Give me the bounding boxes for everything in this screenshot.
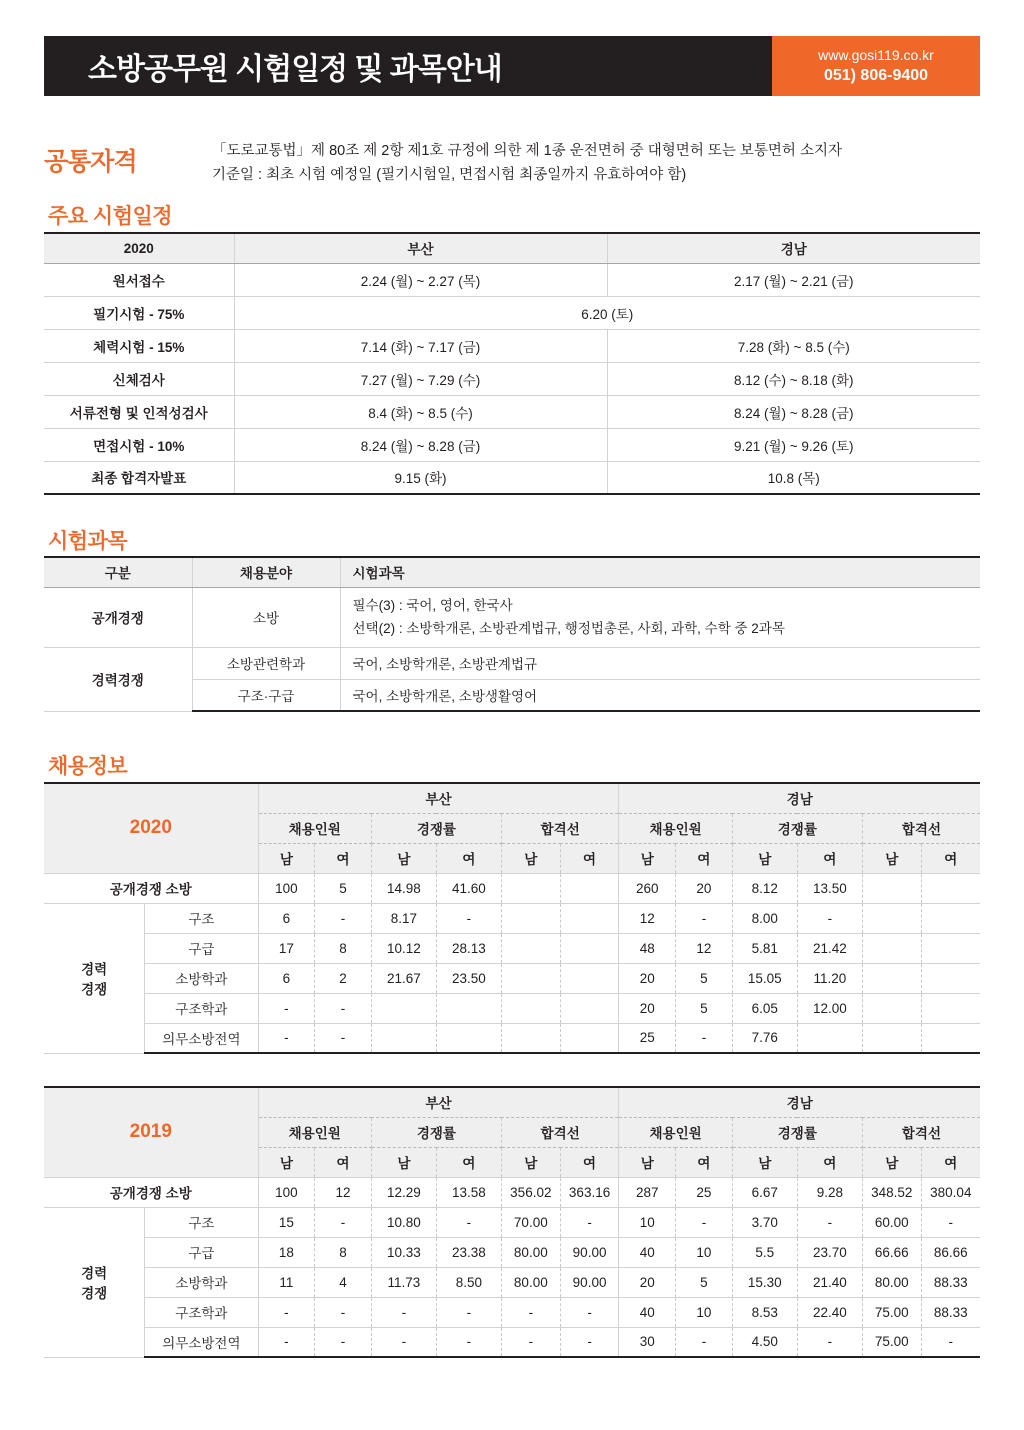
cell-cut-f: 86.66 [921, 1237, 980, 1267]
table-row [44, 395, 980, 428]
table-row-career [44, 1267, 980, 1297]
table-row-open [44, 873, 980, 903]
cell-count-m: 10 [619, 1207, 676, 1237]
cell-rate-f [436, 993, 501, 1023]
cell-rate-m: 10.80 [371, 1207, 436, 1237]
cell-rate-m: - [371, 1297, 436, 1327]
schedule-row-label: 필기시험 - 75% [44, 296, 234, 329]
schedule-cell-gyeongnam: 8.12 (수) ~ 8.18 (화) [607, 362, 980, 395]
recruit-gender-f: 여 [436, 1147, 501, 1177]
cell-cut-m: 75.00 [862, 1297, 921, 1327]
recruit-metric-cut-busan: 합격선 [501, 813, 619, 843]
schedule-cell-gyeongnam: 2.17 (월) ~ 2.21 (금) [607, 263, 980, 296]
cell-count-f: 8 [315, 1237, 372, 1267]
recruit-metric-rate-busan: 경쟁률 [371, 813, 501, 843]
recruit-row-label: 의무소방전역 [145, 1327, 258, 1357]
cell-rate-f: - [436, 903, 501, 933]
phone-number: 051) 806-9400 [823, 66, 929, 84]
section-title-schedule: 주요 시험일정 [48, 205, 173, 228]
section-title-subject: 시험과목 [48, 530, 128, 553]
cell-cut-m [862, 903, 921, 933]
section-title-recruit: 채용정보 [48, 755, 128, 778]
cell-rate-m: 4.50 [732, 1327, 797, 1357]
cell-count-m: 48 [619, 933, 676, 963]
schedule-cell-gyeongnam: 7.28 (화) ~ 8.5 (수) [607, 329, 980, 362]
table-row [44, 296, 980, 329]
cell-rate-m: 8.12 [732, 873, 797, 903]
cell-cut-f [560, 963, 619, 993]
recruit-row-label-open: 공개경쟁 소방 [44, 1177, 258, 1207]
cell-count-f: 5 [315, 873, 372, 903]
cell-count-f: - [315, 1023, 372, 1053]
schedule-cell-busan: 7.14 (화) ~ 7.17 (금) [234, 329, 607, 362]
page-header [44, 36, 980, 96]
cell-count-f: 10 [676, 1297, 733, 1327]
cell-count-m: - [258, 1297, 315, 1327]
recruit-region-gyeongnam: 경남 [619, 783, 980, 813]
cell-rate-m: 21.67 [371, 963, 436, 993]
recruit-table-2020 [44, 782, 980, 1054]
cell-cut-m: - [501, 1297, 560, 1327]
recruit-gender-f: 여 [315, 1147, 372, 1177]
cell-count-m: - [258, 1023, 315, 1053]
cell-rate-m: 15.30 [732, 1267, 797, 1297]
subject-line-elective: 선택(2) : 소방학개론, 소방관계법규, 행정법총론, 사회, 과학, 수학 중 2과목 [352, 621, 785, 637]
table-row-career [44, 933, 980, 963]
cell-count-m: 260 [619, 873, 676, 903]
cell-cut-m: 75.00 [862, 1327, 921, 1357]
cell-count-f: 4 [315, 1267, 372, 1297]
recruit-gender-m: 남 [501, 1147, 560, 1177]
cell-count-f: - [315, 903, 372, 933]
cell-cut-m [501, 873, 560, 903]
common-qualification-text [212, 140, 842, 188]
recruit-row-label: 소방학과 [145, 963, 258, 993]
header-contact-block [772, 36, 980, 96]
cell-count-f: - [315, 1207, 372, 1237]
recruit-row-label: 구급 [145, 933, 258, 963]
cell-rate-f: - [797, 903, 862, 933]
cell-count-m: 11 [258, 1267, 315, 1297]
cell-count-m: 6 [258, 903, 315, 933]
cell-cut-m: 356.02 [501, 1177, 560, 1207]
subject-field-related-major: 소방관련학과 [192, 647, 340, 679]
recruit-gender-f: 여 [436, 843, 501, 873]
cell-cut-m [862, 993, 921, 1023]
cell-cut-f [560, 1023, 619, 1053]
recruit-metric-count-gyeongnam: 채용인원 [619, 813, 732, 843]
subject-list-rescue-ems: 국어, 소방학개론, 소방생활영어 [340, 679, 980, 711]
cell-rate-f: - [797, 1327, 862, 1357]
cell-rate-m: 8.17 [371, 903, 436, 933]
schedule-cell-busan: 7.27 (월) ~ 7.29 (수) [234, 362, 607, 395]
cell-cut-f [921, 873, 980, 903]
cell-count-m: 18 [258, 1237, 315, 1267]
table-row [44, 329, 980, 362]
cell-cut-f [560, 933, 619, 963]
subject-list-open [340, 587, 980, 647]
cell-cut-f: 88.33 [921, 1297, 980, 1327]
cell-count-f: - [676, 1207, 733, 1237]
cell-count-m: 20 [619, 963, 676, 993]
cell-count-m: 40 [619, 1297, 676, 1327]
cell-count-m: - [258, 993, 315, 1023]
cell-count-f: 12 [315, 1177, 372, 1207]
cell-rate-m: 11.73 [371, 1267, 436, 1297]
schedule-table [44, 232, 980, 495]
subject-header-division: 구분 [44, 557, 192, 587]
schedule-row-label: 서류전형 및 인적성검사 [44, 395, 234, 428]
cell-cut-m [501, 933, 560, 963]
cell-cut-m: 80.00 [862, 1267, 921, 1297]
schedule-cell-gyeongnam: 10.8 (목) [607, 461, 980, 494]
recruit-row-label: 구급 [145, 1237, 258, 1267]
cell-cut-f: - [921, 1207, 980, 1237]
schedule-row-label: 신체검사 [44, 362, 234, 395]
cell-cut-f [921, 933, 980, 963]
cell-cut-m: 348.52 [862, 1177, 921, 1207]
cell-rate-f: 23.50 [436, 963, 501, 993]
subject-line-required: 필수(3) : 국어, 영어, 한국사 [352, 597, 513, 613]
cell-count-m: 12 [619, 903, 676, 933]
recruit-row-label: 구조학과 [145, 993, 258, 1023]
recruit-gender-f: 여 [797, 1147, 862, 1177]
cell-count-f: - [676, 1023, 733, 1053]
cell-rate-f: - [436, 1207, 501, 1237]
cell-cut-m: 70.00 [501, 1207, 560, 1237]
cell-rate-m: 7.76 [732, 1023, 797, 1053]
subject-division-open: 공개경쟁 [44, 587, 192, 647]
cell-rate-f: 23.38 [436, 1237, 501, 1267]
cell-rate-m: 10.12 [371, 933, 436, 963]
recruit-metric-count-gyeongnam: 채용인원 [619, 1117, 732, 1147]
recruit-metric-cut-gyeongnam: 합격선 [862, 813, 980, 843]
subject-list-related-major: 국어, 소방학개론, 소방관계법규 [340, 647, 980, 679]
subject-header-subjects: 시험과목 [340, 557, 980, 587]
cell-rate-m: - [371, 1327, 436, 1357]
cell-count-m: - [258, 1327, 315, 1357]
cell-rate-m: 14.98 [371, 873, 436, 903]
schedule-cell-busan: 8.24 (월) ~ 8.28 (금) [234, 428, 607, 461]
table-row-career [44, 1327, 980, 1357]
cell-cut-f [921, 1023, 980, 1053]
cell-cut-m: - [501, 1327, 560, 1357]
table-header-row-region [44, 783, 980, 813]
recruit-row-label: 의무소방전역 [145, 1023, 258, 1053]
cell-count-m: 30 [619, 1327, 676, 1357]
cell-rate-f: 21.42 [797, 933, 862, 963]
cell-cut-f [921, 993, 980, 1023]
cell-rate-f: 13.58 [436, 1177, 501, 1207]
cell-rate-f: 8.50 [436, 1267, 501, 1297]
table-row [44, 362, 980, 395]
recruit-gender-f: 여 [797, 843, 862, 873]
subject-field-open: 소방 [192, 587, 340, 647]
cell-rate-f: 12.00 [797, 993, 862, 1023]
recruit-metric-cut-gyeongnam: 합격선 [862, 1117, 980, 1147]
recruit-gender-m: 남 [619, 1147, 676, 1177]
cell-count-f: 5 [676, 963, 733, 993]
recruit-row-label: 구조 [145, 903, 258, 933]
header-title-bar [44, 36, 772, 96]
cell-count-f: - [315, 1297, 372, 1327]
cell-count-f: 20 [676, 873, 733, 903]
cell-count-m: 15 [258, 1207, 315, 1237]
cell-rate-f: 28.13 [436, 933, 501, 963]
schedule-row-label: 체력시험 - 15% [44, 329, 234, 362]
cell-rate-m: 6.05 [732, 993, 797, 1023]
recruit-gender-f: 여 [921, 843, 980, 873]
cell-count-f: - [315, 993, 372, 1023]
cell-cut-m: 66.66 [862, 1237, 921, 1267]
table-row-career [44, 1297, 980, 1327]
cell-cut-f: - [560, 1297, 619, 1327]
schedule-cell-gyeongnam: 8.24 (월) ~ 8.28 (금) [607, 395, 980, 428]
cell-cut-m [862, 933, 921, 963]
recruit-gender-m: 남 [732, 1147, 797, 1177]
schedule-cell-gyeongnam: 9.21 (월) ~ 9.26 (토) [607, 428, 980, 461]
cell-rate-m: 10.33 [371, 1237, 436, 1267]
cell-count-m: 6 [258, 963, 315, 993]
table-row-career [44, 993, 980, 1023]
cell-count-m: 100 [258, 873, 315, 903]
cell-rate-f: - [436, 1297, 501, 1327]
recruit-gender-m: 남 [732, 843, 797, 873]
cell-rate-f [436, 1023, 501, 1053]
recruit-metric-count-busan: 채용인원 [258, 1117, 371, 1147]
cell-count-m: 20 [619, 993, 676, 1023]
table-row-career [44, 1207, 980, 1237]
schedule-cell-busan: 9.15 (화) [234, 461, 607, 494]
schedule-row-label: 원서접수 [44, 263, 234, 296]
table-row [44, 647, 980, 679]
cell-count-m: 287 [619, 1177, 676, 1207]
recruit-gender-f: 여 [676, 1147, 733, 1177]
common-qualification-label: 공통자격 [44, 148, 137, 176]
recruit-gender-m: 남 [619, 843, 676, 873]
cell-count-f: 25 [676, 1177, 733, 1207]
cell-count-m: 100 [258, 1177, 315, 1207]
cell-cut-f: - [921, 1327, 980, 1357]
table-row [44, 263, 980, 296]
cell-rate-f: 21.40 [797, 1267, 862, 1297]
subject-table [44, 556, 980, 712]
schedule-cell-busan: 8.4 (화) ~ 8.5 (수) [234, 395, 607, 428]
recruit-gender-f: 여 [315, 843, 372, 873]
cell-rate-m [371, 993, 436, 1023]
cell-cut-m [862, 963, 921, 993]
cell-cut-f: 363.16 [560, 1177, 619, 1207]
recruit-metric-rate-gyeongnam: 경쟁률 [732, 813, 862, 843]
cell-cut-m [501, 903, 560, 933]
cell-rate-f: 13.50 [797, 873, 862, 903]
table-row [44, 461, 980, 494]
cell-rate-m [371, 1023, 436, 1053]
table-header-row [44, 233, 980, 263]
schedule-row-label: 최종 합격자발표 [44, 461, 234, 494]
cell-rate-f: - [797, 1207, 862, 1237]
cell-rate-f: - [436, 1327, 501, 1357]
cell-rate-f: 22.40 [797, 1297, 862, 1327]
schedule-cell-busan: 2.24 (월) ~ 2.27 (목) [234, 263, 607, 296]
table-header-row [44, 557, 980, 587]
recruit-gender-f: 여 [921, 1147, 980, 1177]
cell-count-f: 2 [315, 963, 372, 993]
cell-rate-m: 12.29 [371, 1177, 436, 1207]
subject-division-career: 경력경쟁 [44, 647, 192, 711]
recruit-table-2019 [44, 1086, 980, 1358]
common-qualification-line-2: 기준일 : 최초 시험 예정일 (필기시험일, 면접시험 최종일까지 유효하여야 함) [212, 166, 687, 183]
recruit-metric-rate-busan: 경쟁률 [371, 1117, 501, 1147]
cell-cut-m [862, 873, 921, 903]
schedule-row-label: 면접시험 - 10% [44, 428, 234, 461]
table-row [44, 428, 980, 461]
cell-rate-f [797, 1023, 862, 1053]
cell-cut-m [501, 963, 560, 993]
recruit-metric-cut-busan: 합격선 [501, 1117, 619, 1147]
cell-count-m: 40 [619, 1237, 676, 1267]
cell-cut-m [862, 1023, 921, 1053]
cell-cut-f [560, 993, 619, 1023]
cell-count-f: - [676, 903, 733, 933]
cell-count-f: 5 [676, 993, 733, 1023]
cell-cut-f [921, 903, 980, 933]
cell-rate-m: 8.53 [732, 1297, 797, 1327]
cell-rate-m: 6.67 [732, 1177, 797, 1207]
cell-rate-f: 9.28 [797, 1177, 862, 1207]
recruit-region-gyeongnam: 경남 [619, 1087, 980, 1117]
recruit-year-2019: 2019 [44, 1087, 258, 1177]
cell-rate-f: 11.20 [797, 963, 862, 993]
cell-count-m: 17 [258, 933, 315, 963]
cell-count-f: - [676, 1327, 733, 1357]
recruit-gender-m: 남 [501, 843, 560, 873]
cell-rate-m: 15.05 [732, 963, 797, 993]
table-row-open [44, 1177, 980, 1207]
cell-count-m: 20 [619, 1267, 676, 1297]
recruit-row-label: 구조 [145, 1207, 258, 1237]
cell-count-f: - [315, 1327, 372, 1357]
cell-cut-f [560, 903, 619, 933]
recruit-region-busan: 부산 [258, 1087, 619, 1117]
table-header-row-region [44, 1087, 980, 1117]
recruit-metric-count-busan: 채용인원 [258, 813, 371, 843]
subject-field-rescue-ems: 구조·구급 [192, 679, 340, 711]
cell-rate-m: 8.00 [732, 903, 797, 933]
cell-cut-f: 88.33 [921, 1267, 980, 1297]
cell-cut-f [560, 873, 619, 903]
cell-rate-f: 41.60 [436, 873, 501, 903]
cell-count-f: 8 [315, 933, 372, 963]
cell-count-f: 5 [676, 1267, 733, 1297]
cell-rate-m: 3.70 [732, 1207, 797, 1237]
cell-cut-f: 90.00 [560, 1237, 619, 1267]
recruit-gender-m: 남 [862, 843, 921, 873]
recruit-gender-f: 여 [560, 843, 619, 873]
cell-cut-m [501, 993, 560, 1023]
cell-cut-f: - [560, 1327, 619, 1357]
schedule-cell-merged: 6.20 (토) [234, 296, 980, 329]
cell-cut-f: - [560, 1207, 619, 1237]
cell-count-m: 25 [619, 1023, 676, 1053]
cell-cut-m: 80.00 [501, 1267, 560, 1297]
recruit-row-label: 구조학과 [145, 1297, 258, 1327]
recruit-row-label-open: 공개경쟁 소방 [44, 873, 258, 903]
table-row [44, 587, 980, 647]
recruit-gender-m: 남 [371, 843, 436, 873]
schedule-header-gyeongnam: 경남 [607, 233, 980, 263]
recruit-gender-f: 여 [560, 1147, 619, 1177]
cell-cut-m: 60.00 [862, 1207, 921, 1237]
recruit-year-2020: 2020 [44, 783, 258, 873]
cell-count-f: 10 [676, 1237, 733, 1267]
schedule-header-busan: 부산 [234, 233, 607, 263]
table-row-career [44, 963, 980, 993]
cell-cut-m [501, 1023, 560, 1053]
cell-cut-f: 380.04 [921, 1177, 980, 1207]
page-title: 소방공무원 시험일정 및 과목안내 [88, 53, 502, 86]
website-url: www.gosi119.co.kr [818, 46, 934, 63]
cell-rate-m: 5.81 [732, 933, 797, 963]
table-row-career [44, 903, 980, 933]
recruit-gender-m: 남 [371, 1147, 436, 1177]
cell-rate-m: 5.5 [732, 1237, 797, 1267]
recruit-gender-m: 남 [258, 843, 315, 873]
recruit-gender-f: 여 [676, 843, 733, 873]
recruit-gender-m: 남 [258, 1147, 315, 1177]
recruit-gender-m: 남 [862, 1147, 921, 1177]
cell-count-f: 12 [676, 933, 733, 963]
recruit-metric-rate-gyeongnam: 경쟁률 [732, 1117, 862, 1147]
recruit-row-label: 소방학과 [145, 1267, 258, 1297]
schedule-header-year: 2020 [44, 233, 234, 263]
table-row-career [44, 1023, 980, 1053]
cell-cut-m: 80.00 [501, 1237, 560, 1267]
subject-header-field: 채용분야 [192, 557, 340, 587]
cell-cut-f: 90.00 [560, 1267, 619, 1297]
recruit-group-label-career: 경력 경쟁 [44, 1207, 145, 1357]
common-qualification-section [44, 140, 980, 188]
recruit-group-label-career: 경력 경쟁 [44, 903, 145, 1053]
table-row-career [44, 1237, 980, 1267]
cell-cut-f [921, 963, 980, 993]
recruit-region-busan: 부산 [258, 783, 619, 813]
cell-rate-f: 23.70 [797, 1237, 862, 1267]
common-qualification-line-1: 「도로교통법」제 80조 제 2항 제1호 규정에 의한 제 1종 운전면허 중 대형면허 또는 보통면허 소지자 [212, 143, 842, 159]
